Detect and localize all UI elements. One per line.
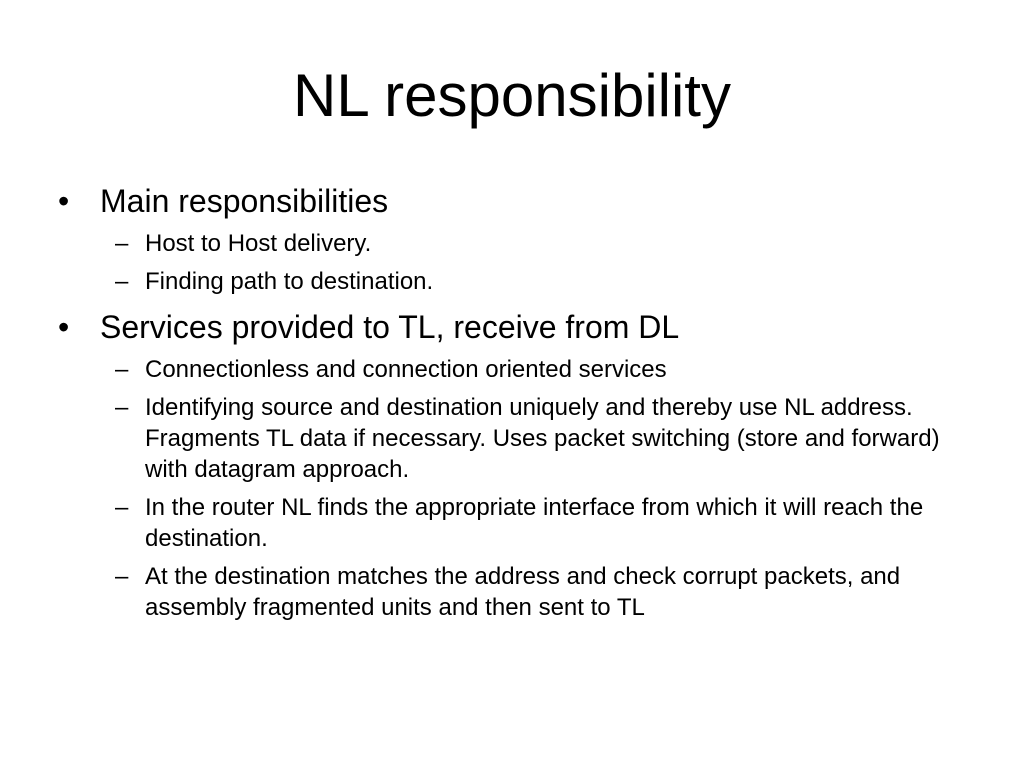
subpoint [56,266,975,297]
dash-icon: – [115,494,129,521]
subpoint [56,561,975,623]
subpoint-text: Identifying source and destination uniquely and thereby use NL address. Fragments TL data if necessary. Uses packet switching (store and forward) with datagram approach. [145,394,940,483]
slide-title: NL responsibility [293,62,731,129]
slide-content [56,181,976,623]
subpoint-text: Finding path to destination. [145,268,434,295]
subpoint [56,354,975,385]
bullet-icon: • [58,183,70,219]
dash-icon: – [115,563,129,590]
bullet-main-responsibilities [56,181,976,221]
bullet-text: Main responsibilities [100,183,389,219]
dash-icon: – [115,356,129,383]
subpoint-text: In the router NL finds the appropriate interface from which it will reach the destination. [145,494,924,552]
subpoint-text: Connectionless and connection oriented services [145,356,667,383]
sublist-services [56,354,976,623]
subpoint [56,228,975,259]
subpoint-text: At the destination matches the address and check corrupt packets, and assembly fragmented units and then sent to TL [145,563,901,621]
subpoint-text: Host to Host delivery. [145,230,372,257]
bullet-services [56,307,976,347]
dash-icon: – [115,268,129,295]
subpoint [56,492,975,554]
dash-icon: – [115,394,129,421]
bullet-text: Services provided to TL, receive from DL [100,309,680,345]
dash-icon: – [115,230,129,257]
subpoint [56,392,975,485]
bullet-icon: • [58,309,70,345]
sublist-main-responsibilities [56,228,976,297]
